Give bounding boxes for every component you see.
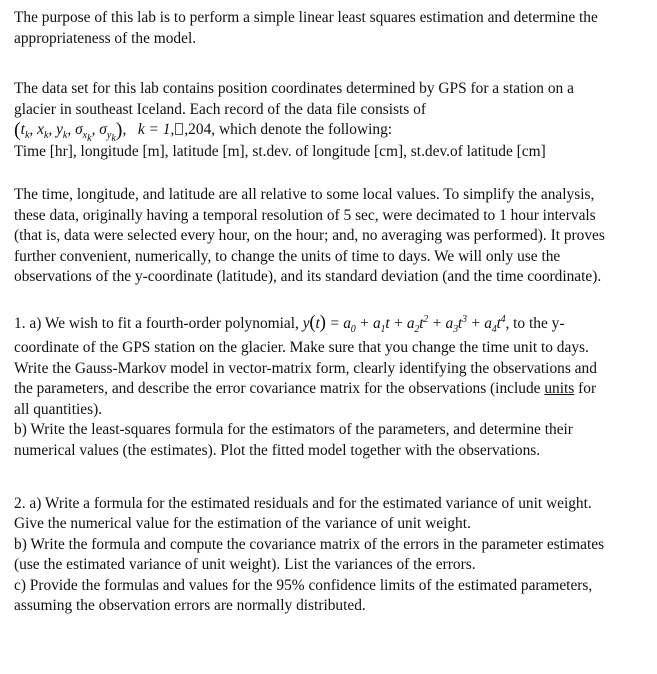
q2a-line-1: 2. a) Write a formula for the estimated residuals and for the estimated variance of unit weight.: [14, 494, 592, 512]
units-underlined: units: [544, 380, 575, 398]
index-range-end: ,204, which denote the following:: [184, 121, 393, 139]
ellipsis-box-glyph: [175, 123, 183, 135]
q1a-line-5: all quantities).: [14, 400, 103, 418]
q1a-line-4: [14, 379, 644, 400]
q1b-line-2: numerical values (the estimates). Plot the fitted model together with the observations.: [14, 441, 541, 459]
dataset-tuple-line: [14, 119, 644, 145]
index-range-start: k = 1,: [137, 121, 175, 139]
q1a-line-2: coordinate of the GPS station on the glacier. Make sure that you change the time unit to days.: [14, 338, 589, 356]
q2b-line-2: (use the estimated variance of unit weight). List the variances of the errors.: [14, 556, 476, 574]
q1a-line-4-post: for: [578, 380, 597, 398]
record-tuple-formula: ($t_k$, $x_k$, $y_k$, $\sigma_{x_k}$, $\sigma_{y_k}$),: [14, 119, 127, 145]
relative-line-3: (that is, data were selected every hour, on the hour; and, no averaging was performed). It proves: [14, 227, 605, 245]
q1a-prefix: 1. a) We wish to fit a fourth-order polynomial,: [14, 314, 299, 332]
relative-line-4: further convenient, numerically, to change the units of time to days. We will only use the: [14, 247, 561, 265]
dataset-line-4: Time [hr], longitude [m], latitude [m], st.dev. of longitude [cm], st.dev.of latitude [cm]: [14, 143, 546, 161]
relative-line-2: these data, originally having a temporal resolution of 5 sec, were decimated to 1 hour intervals: [14, 206, 596, 224]
dataset-line-1: The data set for this lab contains position coordinates determined by GPS for a station on a: [14, 80, 574, 98]
intro-line-1: The purpose of this lab is to perform a simple linear least squares estimation and determine the: [14, 9, 598, 26]
intro-paragraph: [14, 8, 644, 49]
intro-line-2: appropriateness of the model.: [14, 29, 197, 47]
q2c-line-2: assuming the observation errors are normally distributed.: [14, 597, 366, 615]
q1b-line-1: b) Write the least-squares formula for the estimators of the parameters, and determine their: [14, 421, 573, 439]
question-1: [14, 308, 644, 462]
dataset-line-2: glacier in southeast Iceland. Each record of the data file consists of: [14, 100, 426, 118]
dataset-paragraph: [14, 79, 644, 163]
relative-line-5: observations of the y-coordinate (latitude), and its standard deviation (and the time coordinate).: [14, 268, 602, 286]
relative-line-1: The time, longitude, and latitude are all relative to some local values. To simplify the analysis,: [14, 185, 595, 203]
polynomial-formula: $y(t) = a_0 + a_1t + a_2t^2 + a_3t^3 + a_4t^4$: [302, 311, 506, 336]
q2c-line-1: c) Provide the formulas and values for the 95% confidence limits of the estimated parameters,: [14, 576, 593, 594]
q1a-line-3: Write the Gauss-Markov model in vector-matrix form, clearly identifying the observations and: [14, 359, 597, 377]
q1a-line-4-pre: the parameters, and describe the error covariance matrix for the observations (include: [14, 380, 541, 398]
q2a-line-2: Give the numerical value for the estimation of the variance of unit weight.: [14, 515, 471, 533]
lab-document: [14, 8, 644, 617]
question-2: [14, 494, 644, 618]
q1a-suffix: , to the y-: [505, 314, 565, 332]
q1a-line-1: [14, 308, 644, 338]
relative-paragraph: [14, 185, 644, 288]
q2b-line-1: b) Write the formula and compute the covariance matrix of the errors in the parameter estimates: [14, 535, 605, 553]
